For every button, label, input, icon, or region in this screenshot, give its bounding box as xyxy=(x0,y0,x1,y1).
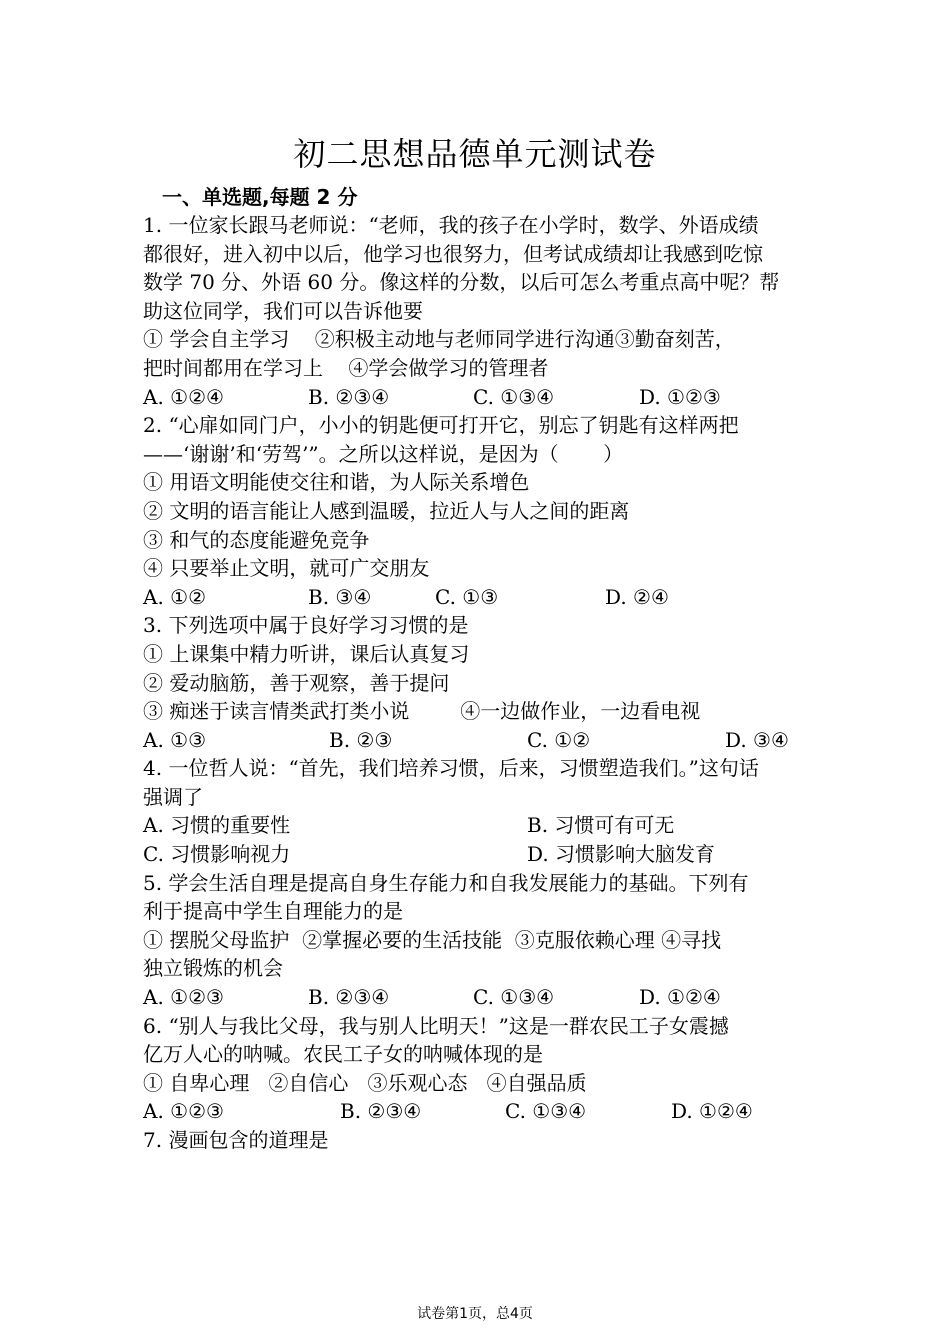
question-list xyxy=(143,211,823,1155)
answer-options xyxy=(143,811,823,840)
question-text-line: ——‘谢谢’和‘劳驾’”。之所以这样说，是因为（ ） xyxy=(143,441,624,466)
statement-line: 独立锻炼的机会 xyxy=(143,956,283,981)
question-text-line: 6. “别人与我比父母，我与别人比明天！”这是一群农民工子女震撼 xyxy=(143,1013,729,1038)
option-a: A. ①② xyxy=(143,584,207,609)
question-6 xyxy=(143,1012,823,1126)
question-text-line: 4. 一位哲人说：“首先，我们培养习惯，后来，习惯塑造我们。”这句话 xyxy=(143,756,759,781)
question-text-line: 助这位同学，我们可以告诉他要 xyxy=(143,298,423,323)
question-4 xyxy=(143,754,823,868)
question-7 xyxy=(143,1126,823,1155)
option-d: D. ②④ xyxy=(605,584,669,609)
question-text-line: 亿万人心的呐喊。农民工子女的呐喊体现的是 xyxy=(143,1042,543,1067)
answer-options xyxy=(143,1097,823,1126)
question-3 xyxy=(143,611,823,754)
answer-options xyxy=(143,583,823,612)
question-text-line: 7. 漫画包含的道理是 xyxy=(143,1128,329,1152)
question-1 xyxy=(143,211,823,411)
question-text-line: 都很好，进入初中以后，他学习也很努力，但考试成绩却让我感到吃惊 xyxy=(143,241,763,266)
statement-line: ① 上课集中精力听讲，课后认真复习 xyxy=(143,641,470,666)
question-text-line: 3. 下列选项中属于良好学习习惯的是 xyxy=(143,613,469,638)
option-c: C. ①③ xyxy=(435,584,499,609)
question-text-line: 2. “心扉如同门户，小小的钥匙便可打开它，别忘了钥匙有这样两把 xyxy=(143,413,739,438)
option-b: B. ②③④ xyxy=(340,1099,422,1124)
answer-options xyxy=(143,840,823,869)
page-footer: 试卷第1页，总4页 xyxy=(417,1306,533,1322)
option-a: A. ①③ xyxy=(143,727,207,752)
statement-line: ② 文明的语言能让人感到温暖，拉近人与人之间的距离 xyxy=(143,498,630,523)
option-a: A. ①②③ xyxy=(143,985,224,1010)
option-d: D. 习惯影响大脑发育 xyxy=(527,842,716,867)
option-c: C. ①② xyxy=(527,727,591,752)
option-b: B. ②③④ xyxy=(308,985,390,1010)
option-d: D. ①②④ xyxy=(639,985,721,1010)
answer-options xyxy=(143,383,823,412)
question-text-line: 强调了 xyxy=(143,784,203,809)
statement-line: ② 爱动脑筋，善于观察，善于提问 xyxy=(143,670,450,695)
question-text-line: 数学 70 分、外语 60 分。像这样的分数，以后可怎么考重点高中呢？帮 xyxy=(143,270,780,295)
option-c: C. 习惯影响视力 xyxy=(143,842,291,867)
question-2 xyxy=(143,411,823,611)
option-c: C. ①③④ xyxy=(505,1099,587,1124)
section-heading: 一、单选题,每题 2 分 xyxy=(162,185,358,209)
option-d: D. ①②④ xyxy=(671,1099,753,1124)
option-d: D. ③④ xyxy=(725,727,789,752)
question-text-line: 1. 一位家长跟马老师说：“老师，我的孩子在小学时，数学、外语成绩 xyxy=(143,213,759,237)
answer-options xyxy=(143,726,823,755)
answer-options xyxy=(143,983,823,1012)
statement-line: ① 摆脱父母监护 ②掌握必要的生活技能 ③克服依赖心理 ④寻找 xyxy=(143,927,722,952)
question-5 xyxy=(143,869,823,1012)
option-a: A. ①②④ xyxy=(143,384,224,409)
statement-line: ④ 只要举止文明，就可广交朋友 xyxy=(143,556,430,581)
option-b: B. ②③ xyxy=(329,727,393,752)
option-b: B. 习惯可有可无 xyxy=(527,813,675,838)
option-b: B. ③④ xyxy=(308,584,372,609)
option-c: C. ①③④ xyxy=(473,384,555,409)
statement-line: ① 学会自主学习 ②积极主动地与老师同学进行沟通③勤奋刻苦， xyxy=(143,327,735,352)
statement-line: ③ 和气的态度能避免竞争 xyxy=(143,527,370,552)
page-title: 初二思想品德单元测试卷 xyxy=(293,135,657,173)
option-c: C. ①③④ xyxy=(473,985,555,1010)
statement-line: ③ 痴迷于读言情类武打类小说 ④一边做作业，一边看电视 xyxy=(143,699,701,724)
option-d: D. ①②③ xyxy=(639,384,721,409)
option-a: A. 习惯的重要性 xyxy=(143,813,291,838)
question-text-line: 利于提高中学生自理能力的是 xyxy=(143,899,403,924)
statement-line: ① 用语文明能使交往和谐，为人际关系增色 xyxy=(143,470,530,495)
question-text-line: 5. 学会生活自理是提高自身生存能力和自我发展能力的基础。下列有 xyxy=(143,870,749,895)
option-a: A. ①②③ xyxy=(143,1099,224,1124)
statement-line: 把时间都用在学习上 ④学会做学习的管理者 xyxy=(143,355,549,380)
option-b: B. ②③④ xyxy=(308,384,390,409)
statement-line: ① 自卑心理 ②自信心 ③乐观心态 ④自强品质 xyxy=(143,1070,587,1095)
